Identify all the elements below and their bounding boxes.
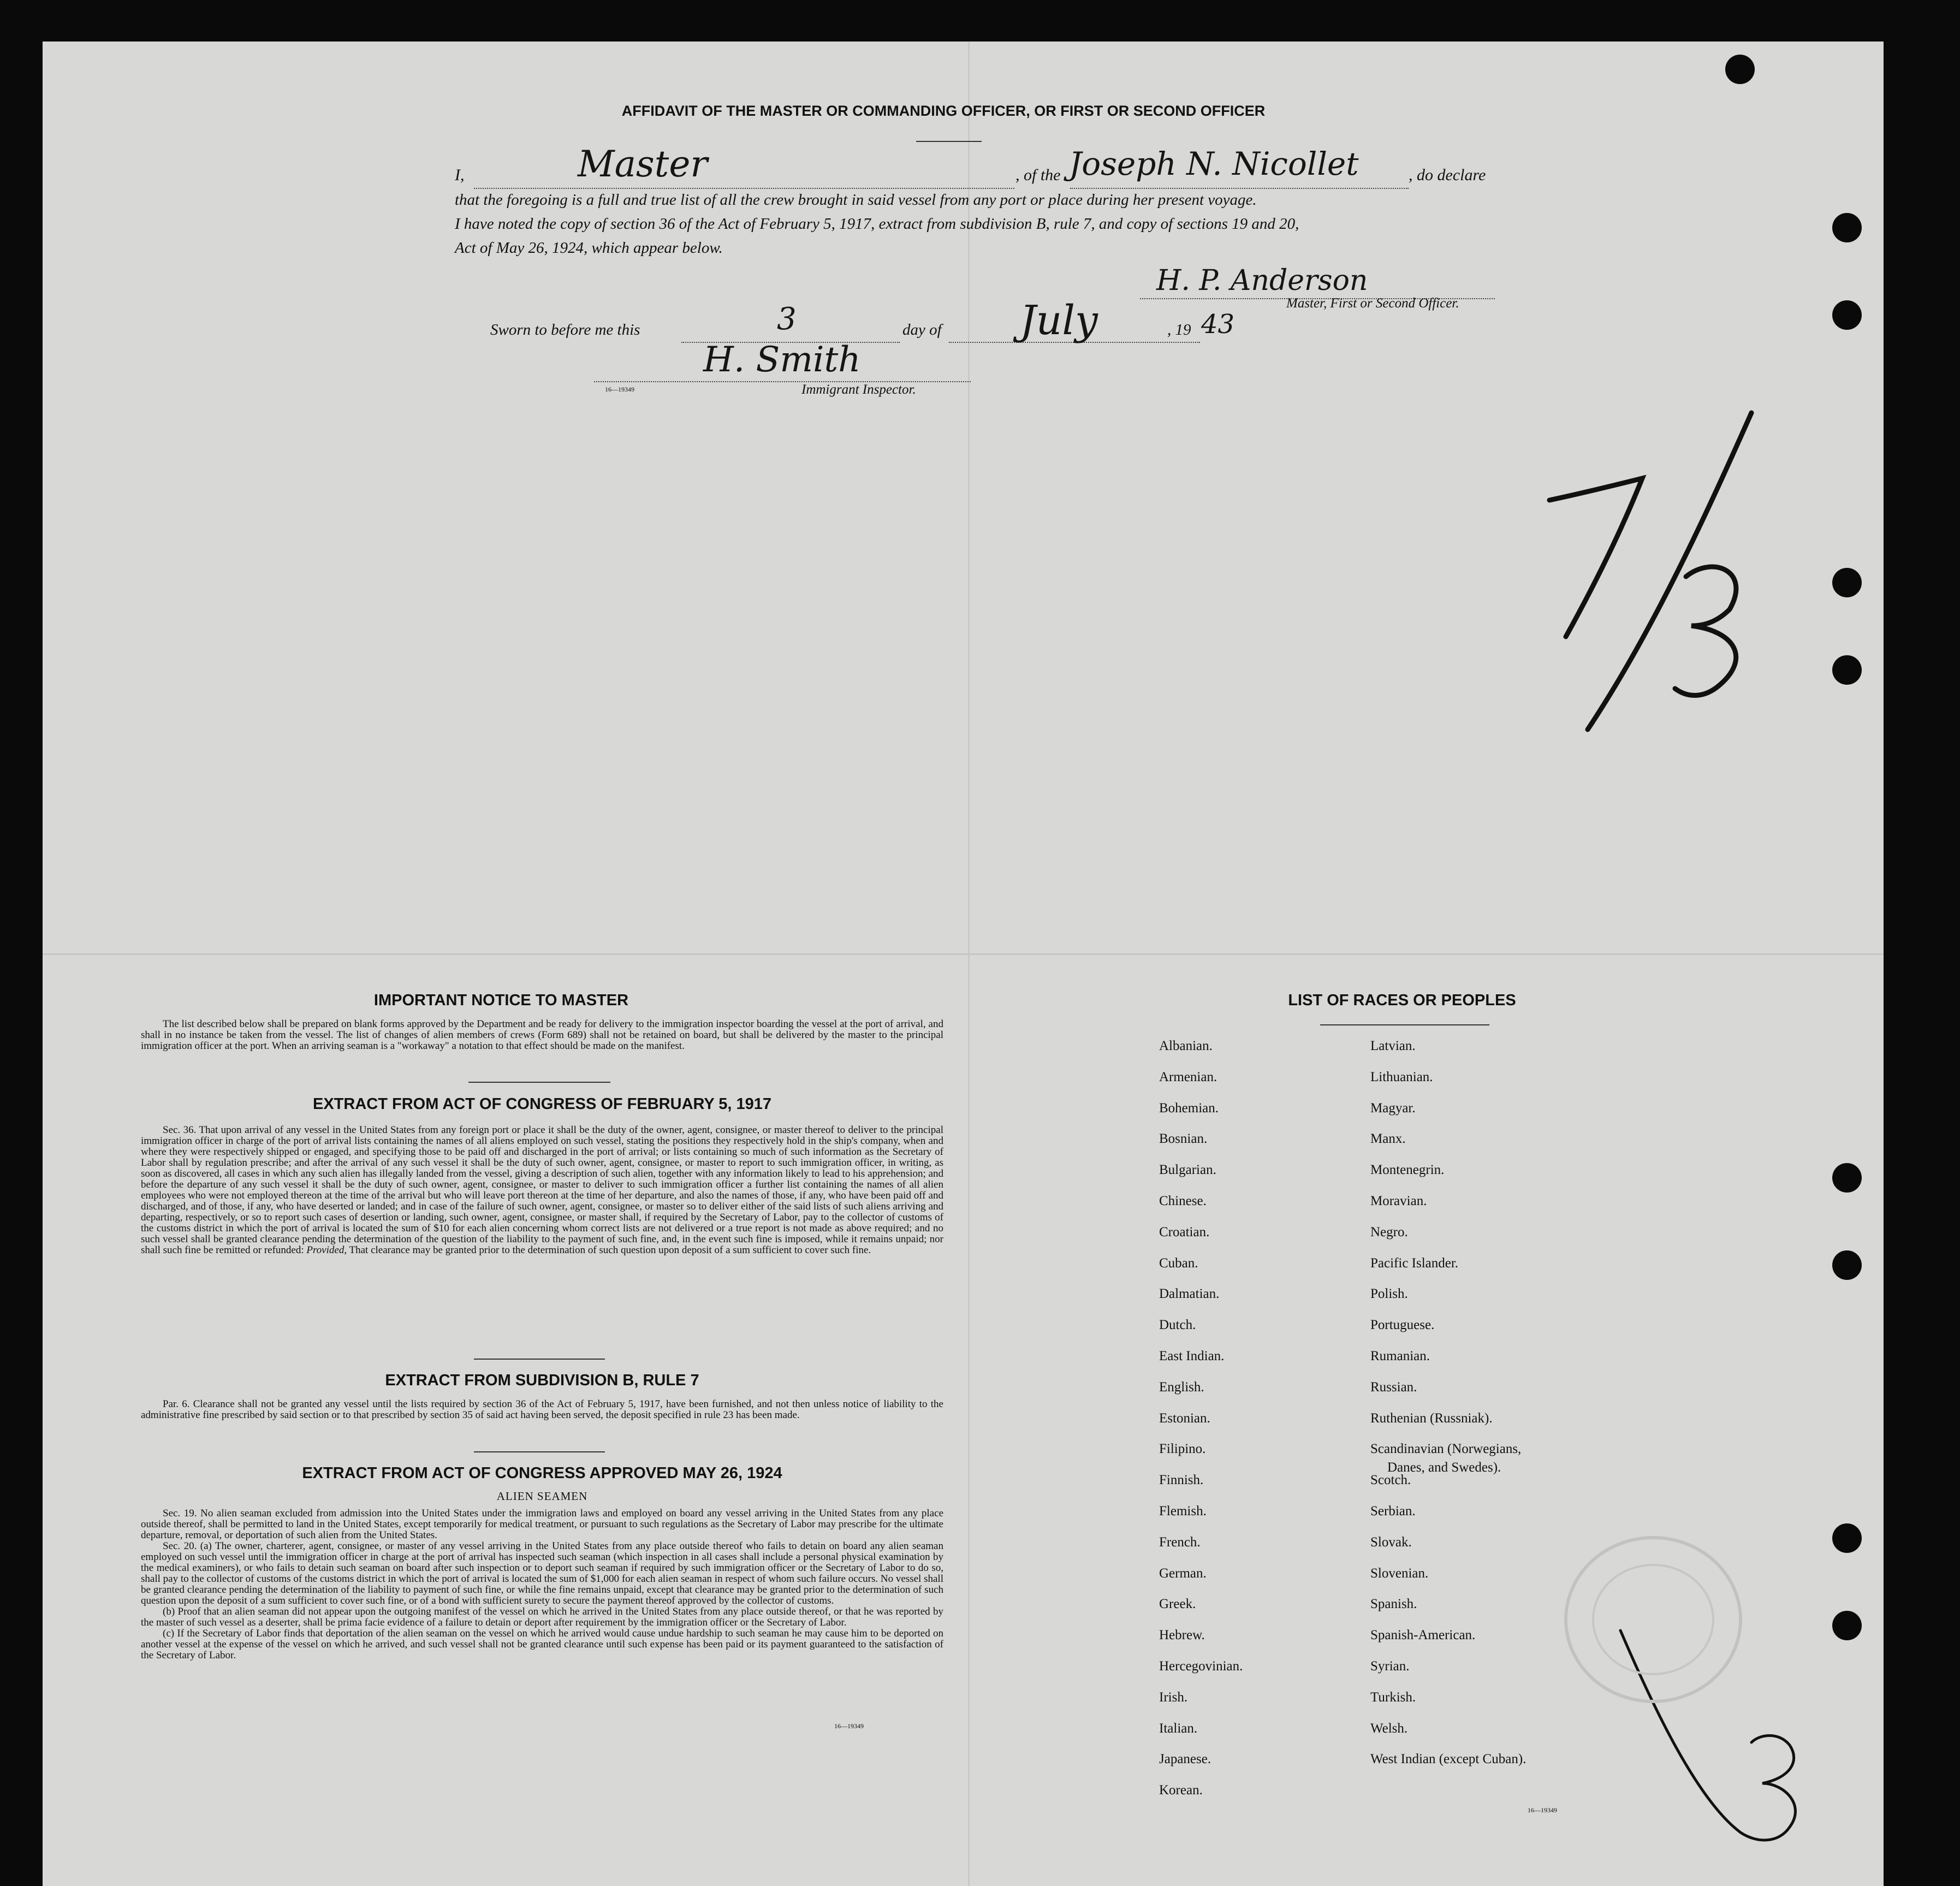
race-item: Welsh. xyxy=(1370,1721,1408,1736)
race-item: Portuguese. xyxy=(1370,1318,1435,1333)
race-item: East Indian. xyxy=(1159,1349,1225,1363)
sec20c-text: If the Secretary of Labor finds that deportation of the alien seaman on the vessel on which he arrived would cause undue hardship to such seaman he may cause him to be deported on another vessel at the expense of the vessel on which he arrived, and such vessel shall not be granted clearance until such expense has been paid or its payment guaranteed to the satisfaction of the Secretary of Labor. xyxy=(141,1628,944,1661)
punch-hole xyxy=(1725,55,1755,84)
race-item: Latvian. xyxy=(1370,1039,1416,1053)
race-item: Filipino. xyxy=(1159,1442,1206,1457)
officer-rank: Master xyxy=(578,143,708,185)
master-caption: Master, First or Second Officer. xyxy=(1286,296,1459,311)
notice-title: IMPORTANT NOTICE TO MASTER xyxy=(373,992,629,1009)
race-item: Turkish. xyxy=(1370,1689,1416,1705)
sworn-year: 43 xyxy=(1201,309,1235,340)
sec20a-paragraph xyxy=(141,1541,943,1606)
race-item: Manx. xyxy=(1370,1131,1406,1147)
master-signature: H. P. Anderson xyxy=(1156,264,1368,297)
race-item: Spanish. xyxy=(1370,1597,1417,1612)
notice-divider xyxy=(468,1082,610,1083)
declare-label: , do declare xyxy=(1409,166,1486,184)
proviso-text: That clearance may be granted prior to the determination of such question upon deposit of a sum sufficient to cover such fine. xyxy=(349,1244,871,1256)
vessel-name: Joseph N. Nicollet xyxy=(1069,145,1359,182)
extract-1924-title: EXTRACT FROM ACT OF CONGRESS APPROVED MAY 26, 1924 xyxy=(302,1464,782,1482)
race-item: Bohemian. xyxy=(1159,1100,1219,1116)
title-divider xyxy=(916,141,982,142)
sec20a-label: Sec. 20. (a) xyxy=(163,1540,212,1552)
race-item: West Indian (except Cuban). xyxy=(1370,1752,1527,1767)
race-item: Serbian. xyxy=(1370,1504,1416,1519)
race-item: Estonian. xyxy=(1159,1410,1210,1426)
rule7-divider xyxy=(474,1451,605,1452)
race-item: Scotch. xyxy=(1370,1473,1411,1488)
extract-1917-divider xyxy=(474,1359,605,1360)
rank-line xyxy=(474,188,1014,189)
extract-1924-body xyxy=(141,1508,943,1661)
punch-hole xyxy=(1832,1163,1862,1193)
race-item: Chinese. xyxy=(1159,1194,1207,1208)
sec20b-label: (b) xyxy=(163,1606,175,1617)
fold-crease-horizontal xyxy=(43,953,1884,955)
sec20c-label: (c) xyxy=(163,1628,175,1639)
punch-hole xyxy=(1832,568,1862,597)
punch-hole xyxy=(1832,300,1862,330)
punch-hole xyxy=(1832,1611,1862,1640)
handwritten-fraction-mark xyxy=(1478,402,1817,773)
race-item: Irish. xyxy=(1159,1689,1188,1705)
race-item: Polish. xyxy=(1370,1286,1408,1302)
race-item: Albanian. xyxy=(1159,1039,1213,1053)
race-item: Pacific Islander. xyxy=(1370,1255,1459,1271)
race-item: Dalmatian. xyxy=(1159,1286,1220,1302)
sec20b-paragraph xyxy=(141,1606,943,1628)
sec20a-text: The owner, charterer, agent, consignee, or master of any vessel arriving in the United States from any place outside thereof who fails to detain on board any alien seaman employed on such vessel until the immigration officer in charge at the port of arrival has inspected such seaman (which inspection in all cases shall include a personal physical examination by the medical examiners), or who fails to detain such seaman on board after such inspection or to deport such seaman if required by such immigration officer or the Secretary of Labor to do so, shall pay to the collector of customs of the customs district in which the port of arrival is located the sum of $1,000 for each alien seaman in respect of whom such failure occurs. No vessel shall be granted clearance pending the determination of the liability to payment of such fine, or while the fine remains unpaid, except that clearance may be granted prior to the determination of such question upon the deposit of a sum sufficient to cover such fine, or of a bond with sufficient surety to secure the payment thereof approved by the collector of customs. xyxy=(141,1540,943,1606)
races-divider xyxy=(1320,1024,1489,1025)
notice-body: The list described below shall be prepared on blank forms approved by the Department and be ready for delivery to the immigration inspector boarding the vessel at the port of arrival, and shall in no instance be taken from the vessel. The list of changes of alien members of crews (Form 689) shall not be retained on board, but shall be delivered by the master to the principal immigration officer at the port. When an arriving seaman is a "workaway" a notation to that effect should be made on the manifest. xyxy=(141,1018,943,1052)
race-item: Armenian. xyxy=(1159,1069,1217,1084)
document-page xyxy=(43,41,1884,1886)
affidavit-prefix: I, xyxy=(455,166,465,184)
extract-1917-title: EXTRACT FROM ACT OF CONGRESS OF FEBRUARY 5, 1917 xyxy=(312,1095,772,1113)
race-item: Rumanian. xyxy=(1370,1349,1430,1363)
embossed-seal xyxy=(1555,1527,1751,1712)
race-item: Moravian. xyxy=(1370,1194,1427,1208)
race-item: Bulgarian. xyxy=(1159,1163,1216,1178)
vessel-line xyxy=(1070,188,1409,189)
affidavit-line-3: I have noted the copy of section 36 of the Act of February 5, 1917, extract from subdivision B, rule 7, and copy of sections 19 and 20, xyxy=(455,215,1299,233)
rule7-body: Par. 6. Clearance shall not be granted any vessel until the lists required by section 36 of the Act of February 5, 1917, have been furnished, and not then unless notice of liability to the administrative fine prescribed by said section or to that prescribed by section 35 of said act having been served, the deposit specified in rule 23 has been made. xyxy=(141,1398,943,1421)
race-item: Korean. xyxy=(1159,1783,1203,1798)
race-item: Danes, and Swedes). xyxy=(1387,1460,1501,1475)
race-item: Lithuanian. xyxy=(1370,1069,1433,1084)
race-item: Croatian. xyxy=(1159,1224,1210,1239)
sworn-prefix: Sworn to before me this xyxy=(490,321,640,339)
race-item: Magyar. xyxy=(1370,1100,1416,1116)
race-item: English. xyxy=(1159,1379,1204,1395)
race-item: Finnish. xyxy=(1159,1473,1204,1488)
race-item: Japanese. xyxy=(1159,1752,1211,1767)
fraction-mark-text xyxy=(1680,577,1682,578)
punch-hole xyxy=(1832,1523,1862,1553)
race-item: Scandinavian (Norwegians, xyxy=(1370,1442,1522,1457)
races-title: LIST OF RACES OR PEOPLES xyxy=(1288,992,1516,1009)
race-item: Syrian. xyxy=(1370,1659,1410,1674)
punch-hole xyxy=(1832,1250,1862,1280)
race-item: Slovenian. xyxy=(1370,1565,1429,1581)
punch-hole xyxy=(1832,655,1862,685)
inspector-caption: Immigrant Inspector. xyxy=(801,382,916,397)
race-item: Hebrew. xyxy=(1159,1628,1205,1643)
sec20b-text: Proof that an alien seaman did not appear upon the outgoing manifest of the vessel on which he arrived in the United States from any place outside thereof, or that he was reported by the master of such vessel as a deserter, shall be prima facie evidence of a failure to detain or deport after requirement by the immigration officer or the Secretary of Labor. xyxy=(141,1606,943,1628)
affidavit-line-4: Act of May 26, 1924, which appear below. xyxy=(455,239,723,257)
race-item: Dutch. xyxy=(1159,1318,1196,1333)
sworn-month: July xyxy=(1020,297,1098,344)
rule7-title: EXTRACT FROM SUBDIVISION B, RULE 7 xyxy=(385,1372,699,1389)
of-the-label: , of the xyxy=(1015,166,1061,184)
race-item: Greek. xyxy=(1159,1597,1196,1612)
race-item: Bosnian. xyxy=(1159,1131,1208,1147)
sworn-day: 3 xyxy=(777,301,797,337)
sec19-label: Sec. 19. xyxy=(163,1508,197,1519)
race-item: Negro. xyxy=(1370,1224,1408,1239)
race-item: Montenegrin. xyxy=(1370,1163,1445,1178)
affidavit-form-number: 16—19349 xyxy=(605,385,634,393)
proviso-label: Provided, xyxy=(306,1244,347,1256)
sec19-paragraph xyxy=(141,1508,943,1541)
sec19-text: No alien seaman excluded from admission into the United States under the immigration laws and employed on board any vessel arriving in the United States from any place outside thereof, shall be permitted to land in the United States, except temporarily for medical treatment, or pursuant to such regulations as the Secretary of Labor may prescribe for the ultimate departure, removal, or deportation of such alien from the United States. xyxy=(141,1508,943,1541)
affidavit-line-2: that the foregoing is a full and true list of all the crew brought in said vessel from any port or place during her present voyage. xyxy=(455,191,1257,209)
punch-hole xyxy=(1832,213,1862,242)
race-item: Russian. xyxy=(1370,1379,1417,1395)
race-item: Flemish. xyxy=(1159,1504,1207,1519)
race-item: German. xyxy=(1159,1565,1207,1581)
race-item: Italian. xyxy=(1159,1721,1198,1736)
year-prefix: , 19 xyxy=(1167,321,1191,339)
affidavit-title: AFFIDAVIT OF THE MASTER OR COMMANDING OFFICER, OR FIRST OR SECOND OFFICER xyxy=(621,103,1266,119)
race-item: Ruthenian (Russniak). xyxy=(1370,1410,1493,1426)
alien-seamen-subtitle: ALIEN SEAMEN xyxy=(496,1490,588,1503)
race-item: Cuban. xyxy=(1159,1255,1198,1271)
inspector-signature: H. Smith xyxy=(703,340,861,380)
races-form-number: 16—19349 xyxy=(1528,1806,1557,1814)
extract-1917-body xyxy=(141,1125,943,1256)
day-of-label: day of xyxy=(902,321,942,339)
fold-crease-vertical xyxy=(968,41,970,1886)
race-item: French. xyxy=(1159,1534,1201,1550)
race-item: Slovak. xyxy=(1370,1534,1412,1550)
race-item: Spanish-American. xyxy=(1370,1628,1476,1643)
race-item: Hercegovinian. xyxy=(1159,1659,1243,1674)
sec36-label: Sec. 36. xyxy=(163,1124,197,1136)
sec36-text: That upon arrival of any vessel in the United States from any foreign port or place it shall be the duty of the owner, agent, consignee, or master thereof to deliver to the principal immigration officer in charge of the port of arrival lists containing the names of all aliens employed on such vessel, stating the positions they respectively hold in the ship's company, when and where they were respectively shipped or engaged, and specifying those to be paid off and discharged in the port of arrival; or lists containing so much of such information as the Secretary of Labor shall by regulation prescribe; and after the arrival of any such vessel it shall be the duty of such owner, agent, consignee, or master to report to such immigration officer, in writing, as soon as discovered, all cases in which any such alien has illegally landed from the vessel, giving a description of such alien, together with any information likely to lead to his apprehension; and before the departure of any such vessel it shall be the duty of such owner, agent, consignee, or master to deliver to such immigration officer a further list containing the names of all alien employees who were not employed thereon at the time of the arrival but who will leave port thereon at the time of her departure, and also the names of those, if any, who have been paid off and discharged, and of those, if any, who have deserted or landed; and in case of the failure of such owner, agent, consignee, or master so to deliver either of the said lists of such aliens arriving and departing, respectively, or so to report such cases of desertion or landing, such owner, agent, consignee, or master shall, if required by the Secretary of Labor, pay to the collector of customs of the customs district in which the port of arrival is located the sum of $10 for each alien concerning whom correct lists are not delivered or a true report is not made as above required; and no such vessel shall be granted clearance pending the determination of the question of the liability to the payment of such fine, and, in the event such fine is imposed, while it remains unpaid; nor shall such fine be remitted or refunded: xyxy=(141,1124,943,1256)
sec20c-paragraph xyxy=(141,1628,943,1661)
extract-1924-form-number: 16—19349 xyxy=(834,1722,864,1730)
